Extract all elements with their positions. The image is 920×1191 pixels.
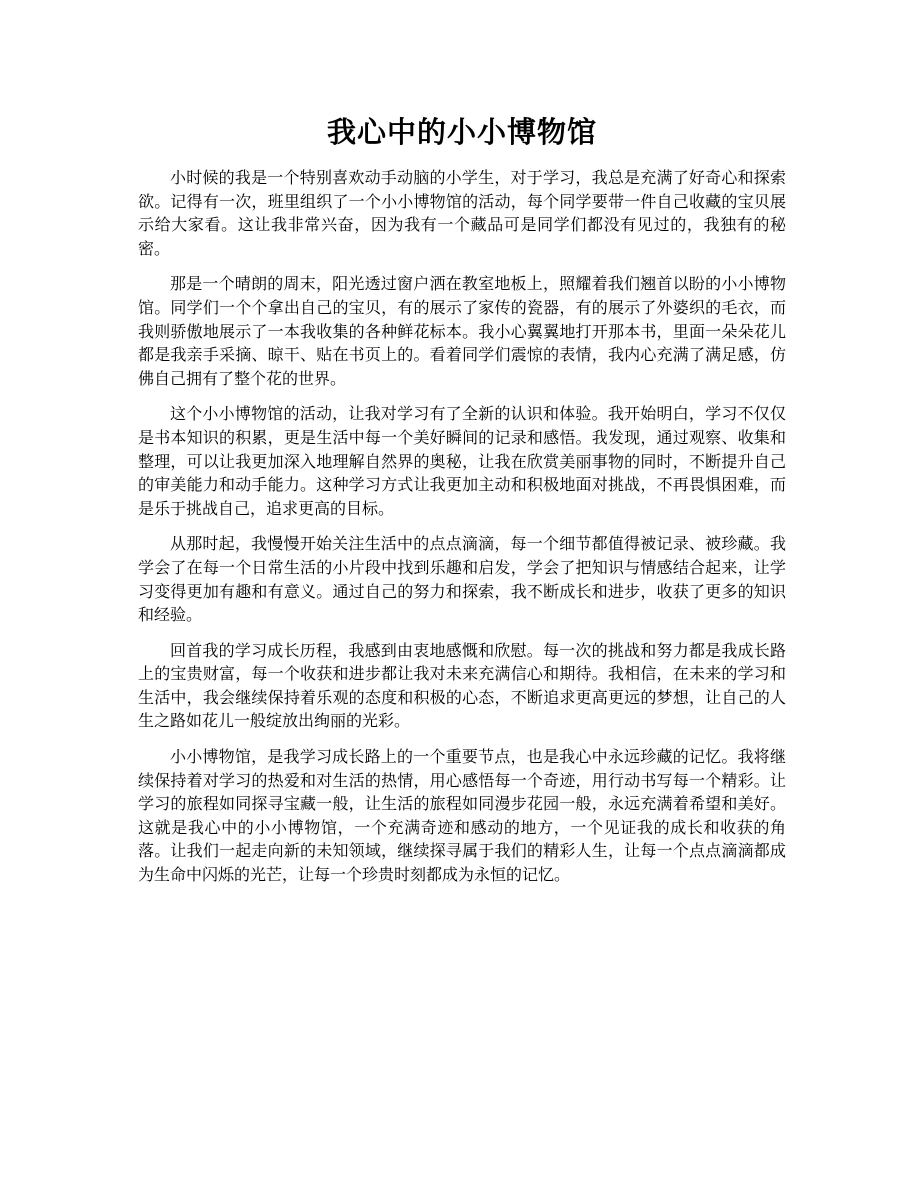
document-title: 我心中的小小博物馆 — [326, 115, 597, 149]
document-body — [138, 166, 786, 899]
paragraph-5: 回首我的学习成长历程，我感到由衷地感慨和欣慰。每一次的挑战和努力都是我成长路上的宝贵财富，每一个收获和进步都让我对未来充满信心和期待。我相信，在未来的学习和生活中，我会继续保持着乐观的态度和积极的心态，不断追求更高更远的梦想，让自己的人生之路如花儿一般绽放出绚丽的光彩。 — [138, 640, 786, 731]
paragraph-6: 小小博物馆，是我学习成长路上的一个重要节点，也是我心中永远珍藏的记忆。我将继续保持着对学习的热爱和对生活的热情，用心感悟每一个奇迹，用行动书写每一个精彩。让学习的旅程如同探寻宝藏一般，让生活的旅程如同漫步花园一般，永远充满着希望和美好。这就是我心中的小小博物馆，一个充满奇迹和感动的地方，一个见证我的成长和收获的角落。让我们一起走向新的未知领域，继续探寻属于我们的精彩人生，让每一个点点滴滴都成为生命中闪烁的光芒，让每一个珍贵时刻都成为永恒的记忆。 — [138, 747, 786, 885]
paragraph-2: 那是一个晴朗的周末，阳光透过窗户洒在教室地板上，照耀着我们翘首以盼的小小博物馆。同学们一个个拿出自己的宝贝，有的展示了家传的瓷器，有的展示了外婆织的毛衣，而我则骄傲地展示了一本我收集的各种鲜花标本。我小心翼翼地打开那本书，里面一朵朵花儿都是我亲手采摘、晾干、贴在书页上的。看着同学们震惊的表情，我内心充满了满足感，仿佛自己拥有了整个花的世界。 — [138, 274, 786, 388]
paragraph-1: 小时候的我是一个特别喜欢动手动脑的小学生，对于学习，我总是充满了好奇心和探索欲。记得有一次，班里组织了一个小小博物馆的活动，每个同学要带一件自己收藏的宝贝展示给大家看。这让我非常兴奋，因为我有一个藏品可是同学们都没有见过的，我独有的秘密。 — [138, 168, 786, 258]
paragraph-3: 这个小小博物馆的活动，让我对学习有了全新的认识和体验。我开始明白，学习不仅仅是书本知识的积累，更是生活中每一个美好瞬间的记录和感悟。我发现，通过观察、收集和整理，可以让我更加深入地理解自然界的奥秘，让我在欣赏美丽事物的同时，不断提升自己的审美能力和动手能力。这种学习方式让我更加主动和积极地面对挑战，不再畏惧困难，而是乐于挑战自己，追求更高的目标。 — [138, 404, 786, 518]
paragraph-4: 从那时起，我慢慢开始关注生活中的点点滴滴，每一个细节都值得被记录、被珍藏。我学会了在每一个日常生活的小片段中找到乐趣和启发，学会了把知识与情感结合起来，让学习变得更加有趣和有意义。通过自己的努力和探索，我不断成长和进步，收获了更多的知识和经验。 — [138, 534, 786, 625]
